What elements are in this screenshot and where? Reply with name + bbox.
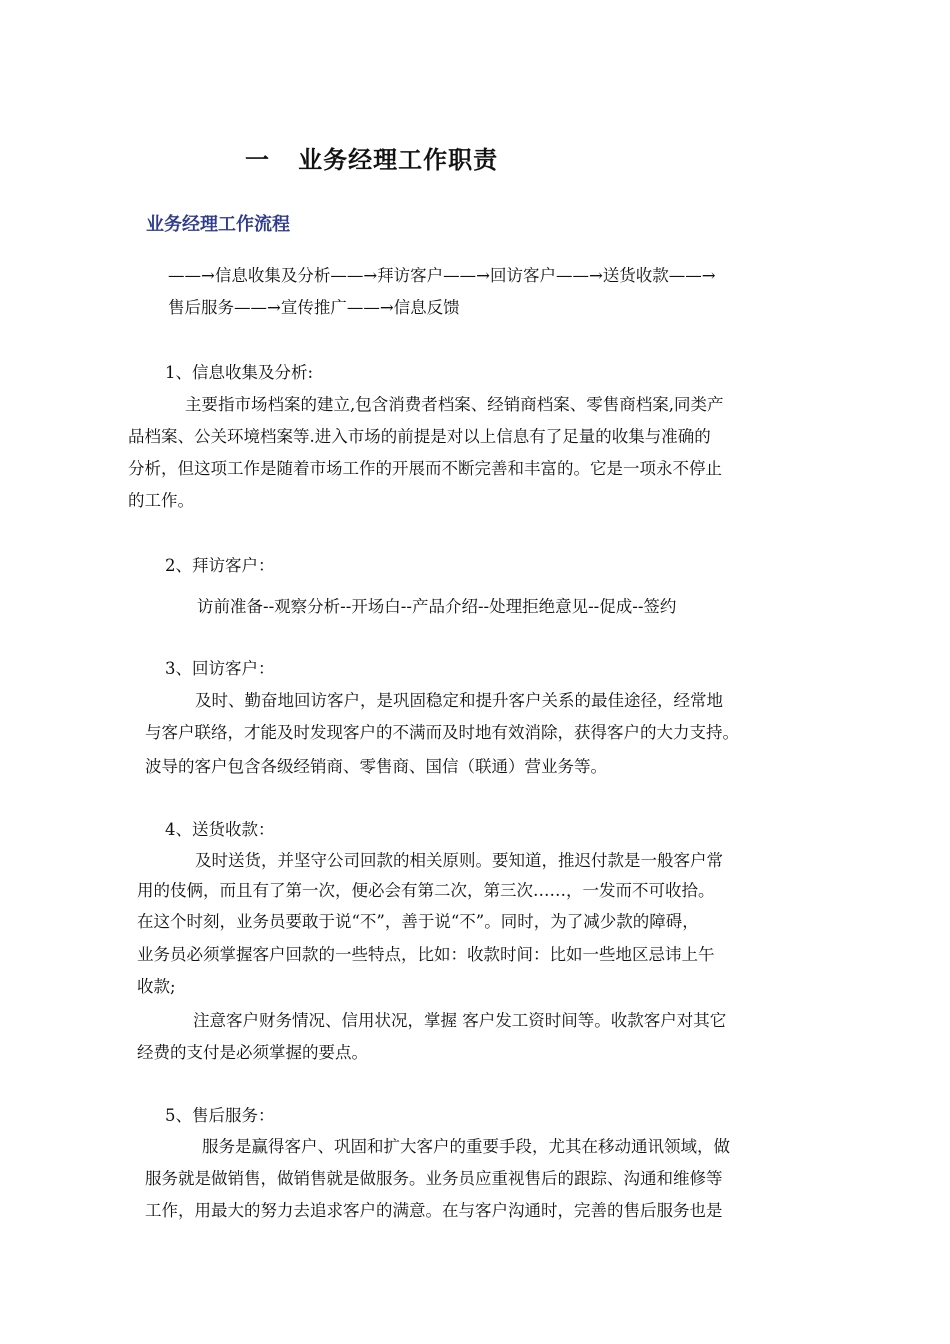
paragraph-line: 注意客户财务情况、信用状况，掌握 客户发工资时间等。收款客户对其它 [193,1011,727,1030]
section-heading-5: 5、售后服务： [165,1106,275,1125]
paragraph-line: 服务就是做销售，做销售就是做服务。业务员应重视售后的跟踪、沟通和维修等 [145,1169,723,1188]
paragraph-line: 业务员必须掌握客户回款的一些特点，比如：收款时间：比如一些地区忌讳上午 [137,945,715,964]
paragraph-line: 工作，用最大的努力去追求客户的满意。在与客户沟通时，完善的售后服务也是 [145,1201,723,1220]
flow-line-1: ——→信息收集及分析——→拜访客户——→回访客户——→送货收款——→ [168,266,716,285]
section-heading-1: 1、信息收集及分析: [165,363,314,382]
paragraph-line: 的工作。 [128,491,194,510]
paragraph-line: 用的伎俩，而且有了第一次，便必会有第二次，第三次……，一发而不可收拾。 [137,881,715,900]
paragraph-line: 主要指市场档案的建立,包含消费者档案、经销商档案、零售商档案,同类产 [185,395,724,414]
paragraph-line: 及时送货，并坚守公司回款的相关原则。要知道，推迟付款是一般客户常 [195,851,723,870]
flow-line-2: 售后服务——→宣传推广——→信息反馈 [168,298,460,317]
paragraph-line: 收款; [137,977,176,996]
paragraph-line: 品档案、公关环境档案等.进入市场的前提是对以上信息有了足量的收集与准确的 [128,427,711,446]
section-heading-3: 3、回访客户： [165,659,275,678]
paragraph-line: 分析，但这项工作是随着市场工作的开展而不断完善和丰富的。它是一项永不停止 [128,459,722,478]
paragraph-line: 与客户联络，才能及时发现客户的不满而及时地有效消除，获得客户的大力支持。 [145,723,739,742]
page-title: 一 业务经理工作职责 [245,146,499,174]
section-heading-2: 2、拜访客户： [165,556,275,575]
paragraph-line: 服务是赢得客户、巩固和扩大客户的重要手段，尤其在移动通讯领域，做 [202,1137,730,1156]
section-heading-4: 4、送货收款： [165,820,275,839]
section-subtitle: 业务经理工作流程 [146,214,290,235]
paragraph-line: 波导的客户包含各级经销商、零售商、国信（联通）营业务等。 [145,757,607,776]
paragraph-line: 经费的支付是必须掌握的要点。 [137,1043,368,1062]
paragraph-line: 在这个时刻，业务员要敢于说“不”，善于说“不”。同时，为了减少款的障碍， [137,912,699,931]
paragraph-line: 访前准备--观察分析--开场白--产品介绍--处理拒绝意见--促成--签约 [197,597,677,616]
paragraph-line: 及时、勤奋地回访客户，是巩固稳定和提升客户关系的最佳途径，经常地 [195,691,723,710]
